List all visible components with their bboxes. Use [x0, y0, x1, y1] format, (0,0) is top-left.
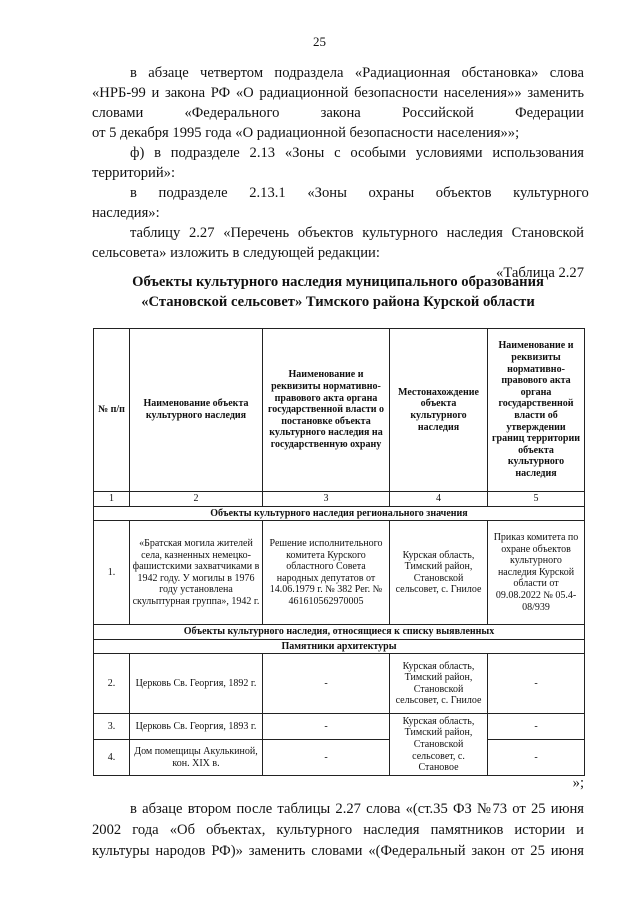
row-boundary-act: - [488, 740, 585, 776]
text-line: культуры народов РФ)» заменить словами «(Федеральный закон от 25 июня [92, 843, 584, 859]
text-line: 2002 года «Об объектах, культурного наследия памятников истории и [92, 822, 584, 838]
text-line: словами «Федерального закона Российской Федерации [92, 105, 584, 121]
row-protection-act: Решение исполнительного комитета Курского областного Совета народных депутатов от 14.06.1979 г. № 382 Рег. № 461610562970005 [263, 521, 390, 625]
text-line: ф) в подразделе 2.13 «Зоны с особыми условиями использования [130, 145, 584, 161]
row-boundary-act: - [488, 714, 585, 740]
column-number: 5 [488, 492, 585, 507]
section-row [94, 506, 585, 521]
row-number: 4. [94, 740, 130, 776]
section-regional: Объекты культурного наследия регионального значения [94, 506, 585, 521]
column-number: 4 [390, 492, 488, 507]
row-protection-act: - [263, 740, 390, 776]
row-object-name: Церковь Св. Георгия, 1893 г. [130, 714, 263, 740]
header-protection-act: Наименование и реквизиты нормативно-правового акта органа государственной власти о постановке объекта культурного наследия на государственную охрану [263, 329, 390, 492]
table-label: «Таблица 2.27 [496, 265, 584, 281]
text-line: в абзаце втором после таблицы 2.27 слова «(ст.35 ФЗ №73 от 25 июня [130, 801, 584, 817]
section-row [94, 639, 585, 654]
text-line: территорий»: [92, 165, 176, 181]
page-number: 25 [313, 34, 326, 49]
row-protection-act: - [263, 654, 390, 714]
heritage-table [93, 328, 585, 776]
column-number: 1 [94, 492, 130, 507]
table-header-row [94, 329, 585, 492]
text-line: «НРБ-99 и закона РФ «О радиационной безопасности населения»» заменить [92, 85, 584, 101]
row-object-name: «Братская могила жителей села, казненных немецко-фашистскими захватчиками в 1942 году. У могилы в 1976 году установлена скульптурная группа», 1942 г. [130, 521, 263, 625]
row-object-name: Церковь Св. Георгия, 1892 г. [130, 654, 263, 714]
quote-end: »; [572, 775, 584, 791]
header-number: № п/п [94, 329, 130, 492]
header-location: Местонахождение объекта культурного наследия [390, 329, 488, 492]
header-boundary-act: Наименование и реквизиты нормативно-правового акта органа государственной власти об утверждении границ территории объекта культурного наследия [488, 329, 585, 492]
row-location: Курская область, Тимский район, Становской сельсовет, с. Гнилое [390, 654, 488, 714]
column-number: 3 [263, 492, 390, 507]
table-row [94, 654, 585, 714]
row-number: 3. [94, 714, 130, 740]
bottom-text [92, 799, 584, 862]
header-object-name: Наименование объекта культурного наследия [130, 329, 263, 492]
text-line: сельсовета» изложить в следующей редакции: [92, 245, 380, 261]
text-line: в подразделе 2.13.1 «Зоны охраны объектов культурного [130, 185, 589, 201]
intro-text [92, 63, 589, 283]
row-number: 2. [94, 654, 130, 714]
column-number-row [94, 492, 585, 507]
section-identified: Объекты культурного наследия, относящиеся к списку выявленных [94, 625, 585, 640]
table-row [94, 521, 585, 625]
text-line: таблицу 2.27 «Перечень объектов культурного наследия Становской [130, 225, 584, 241]
row-boundary-act: Приказ комитета по охране объектов культурного наследия Курской области от 09.08.2022 № 05.4-08/939 [488, 521, 585, 625]
row-protection-act: - [263, 714, 390, 740]
text-line: в абзаце четвертом подраздела «Радиационная обстановка» слова [130, 65, 584, 81]
table-row [94, 740, 585, 776]
table-title-line: «Становской сельсовет» Тимского района Курской области [141, 294, 535, 310]
row-location: Курская область, Тимский район, Становской сельсовет, с. Становое [390, 714, 488, 776]
text-line: наследия»: [92, 205, 160, 221]
section-row [94, 625, 585, 640]
table-title [92, 272, 584, 312]
table-title-line: Объекты культурного наследия муниципального образования [132, 274, 544, 290]
table-row [94, 714, 585, 740]
text-line: от 5 декабря 1995 года «О радиационной безопасности населения»»; [92, 125, 520, 141]
row-object-name: Дом помещицы Акулькиной, кон. XIX в. [130, 740, 263, 776]
row-location: Курская область, Тимский район, Становской сельсовет, с. Гнилое [390, 521, 488, 625]
row-boundary-act: - [488, 654, 585, 714]
column-number: 2 [130, 492, 263, 507]
row-number: 1. [94, 521, 130, 625]
section-architecture: Памятники архитектуры [94, 639, 585, 654]
